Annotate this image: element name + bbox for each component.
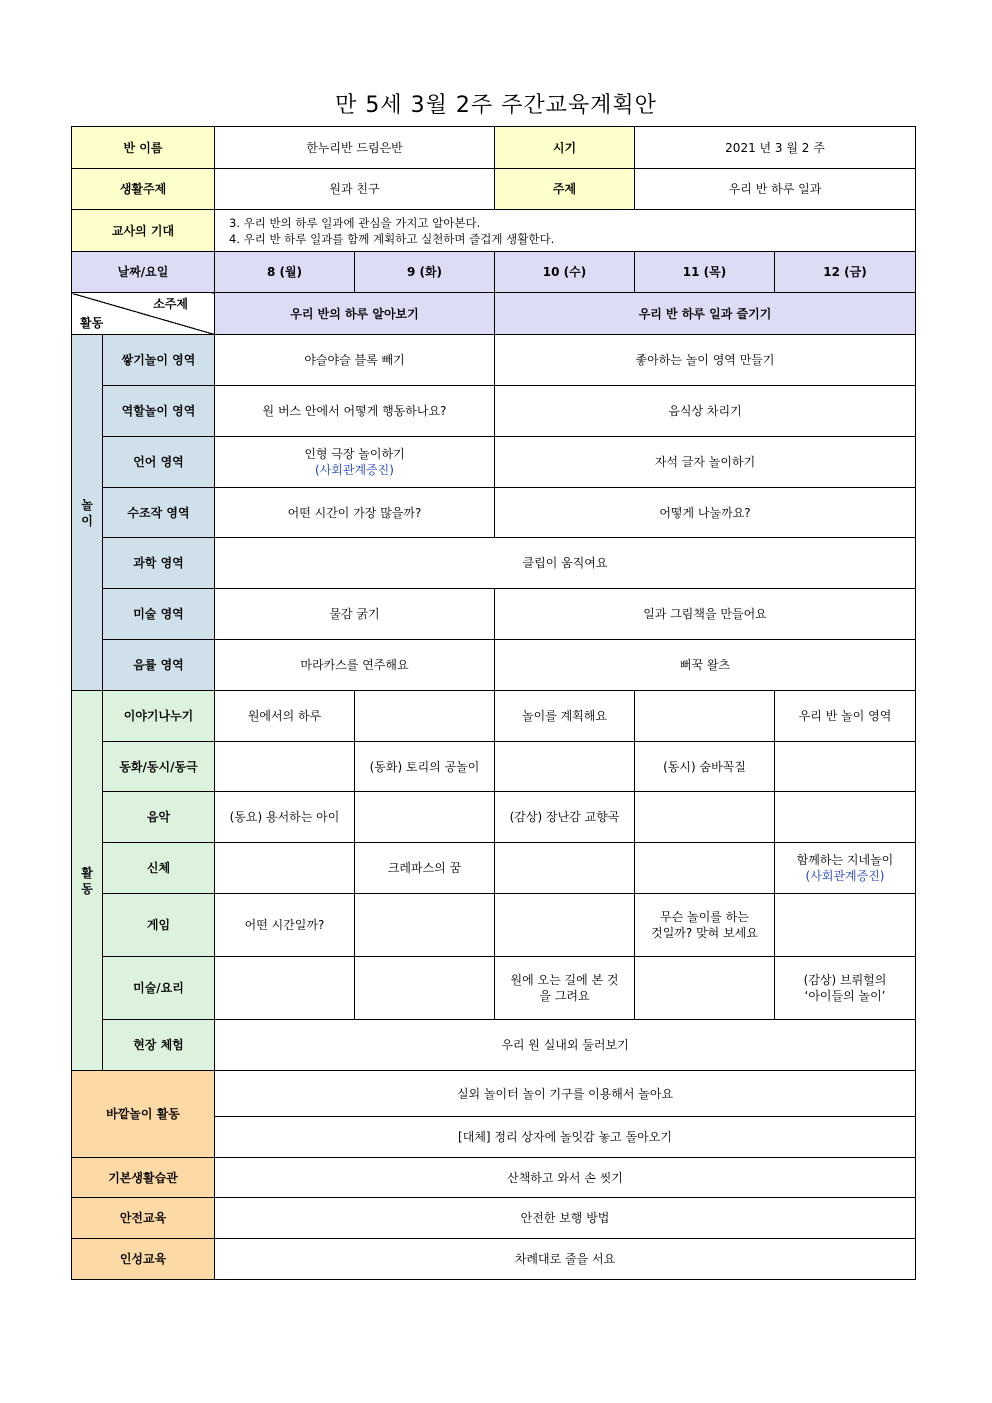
play-row — [72, 488, 916, 538]
subtopic-corner-label: 소주제 — [153, 297, 188, 311]
play-area-label: 과학 영역 — [103, 538, 215, 589]
play-row — [72, 386, 916, 437]
play-cell: 어떤 시간이 가장 많을까? — [215, 488, 495, 538]
play-cell: 클립이 움직여요 — [215, 538, 916, 589]
play-cell: 어떻게 나눌까요? — [495, 488, 916, 538]
life-theme-value: 원과 친구 — [215, 169, 495, 210]
outdoor-label: 바깥놀이 활동 — [72, 1071, 215, 1158]
activity-cell: (동시) 숨바꼭질 — [635, 742, 775, 792]
play-area-label: 쌓기놀이 영역 — [103, 335, 215, 386]
play-cell: 물감 굵기 — [215, 589, 495, 640]
activity-cell: 크레파스의 꿈 — [355, 843, 495, 894]
play-area-label: 음률 영역 — [103, 640, 215, 691]
theme-label: 주제 — [495, 169, 635, 210]
character-value: 차례대로 줄을 서요 — [215, 1239, 916, 1280]
page-title: 만 5세 3월 2주 주간교육계획안 — [335, 93, 657, 118]
row-days — [72, 252, 916, 293]
activity-cell — [495, 742, 635, 792]
row-safety — [72, 1198, 916, 1239]
play-row — [72, 437, 916, 488]
outdoor-activity-2: [대체] 정리 상자에 놀잇감 놓고 돌아오기 — [215, 1117, 916, 1158]
activity-cell: 어떤 시간일까? — [215, 894, 355, 957]
activity-cell — [635, 957, 775, 1020]
activity-cell: (동요) 용서하는 아이 — [215, 792, 355, 843]
activity-cell: 함께하는 지네놀이 (사회관계증진) — [775, 843, 916, 894]
activity-cell: 원에서의 하루 — [215, 691, 355, 742]
habit-label: 기본생활습관 — [72, 1158, 215, 1198]
activity-cell: (동화) 토리의 공놀이 — [355, 742, 495, 792]
activity-cell — [635, 792, 775, 843]
outdoor-activity-1: 실외 놀이터 놀이 기구를 이용해서 놀아요 — [215, 1071, 916, 1117]
theme-value: 우리 반 하루 일과 — [635, 169, 916, 210]
day-5: 12 (금) — [775, 252, 916, 293]
activity-corner-label: 활동 — [80, 316, 104, 330]
activity-cell — [355, 792, 495, 843]
activity-label: 이야기나누기 — [103, 691, 215, 742]
activity-cell — [355, 894, 495, 957]
life-theme-label: 생활주제 — [72, 169, 215, 210]
activity-row-field — [72, 1020, 916, 1071]
days-label: 날짜/요일 — [72, 252, 215, 293]
habit-value: 산책하고 와서 손 씻기 — [215, 1158, 916, 1198]
social-note: (사회관계증진) — [315, 463, 394, 477]
play-row — [72, 589, 916, 640]
activity-cell — [775, 742, 916, 792]
period-value: 2021 년 3 월 2 주 — [635, 127, 916, 169]
activity-label: 현장 체험 — [103, 1020, 215, 1071]
expectation-line-2: 4. 우리 반 하루 일과를 함께 계획하고 실천하며 즐겁게 생활한다. — [229, 231, 555, 246]
activity-row-body — [72, 843, 916, 894]
expectation-text — [215, 210, 916, 252]
activity-cell — [215, 957, 355, 1020]
activity-row-story — [72, 691, 916, 742]
activity-cell: 무슨 놀이를 하는 것일까? 맞혀 보세요 — [635, 894, 775, 957]
play-row — [72, 640, 916, 691]
play-cell: 음식상 차리기 — [495, 386, 916, 437]
day-1: 8 (월) — [215, 252, 355, 293]
activity-cell — [215, 843, 355, 894]
expectation-line-1: 3. 우리 반의 하루 일과에 관심을 가지고 알아본다. — [229, 215, 481, 230]
activity-label: 미술/요리 — [103, 957, 215, 1020]
play-group-label: 놀 이 — [72, 335, 103, 691]
activity-label: 게임 — [103, 894, 215, 957]
safety-value: 안전한 보행 방법 — [215, 1198, 916, 1239]
day-3: 10 (수) — [495, 252, 635, 293]
row-character — [72, 1239, 916, 1280]
activity-cell — [215, 742, 355, 792]
expectation-label: 교사의 기대 — [72, 210, 215, 252]
activity-row-game — [72, 894, 916, 957]
play-area-label: 수조작 영역 — [103, 488, 215, 538]
subtopic-diagonal-header — [72, 293, 215, 335]
activity-cell: 놀이를 계획해요 — [495, 691, 635, 742]
character-label: 인성교육 — [72, 1239, 215, 1280]
play-cell: 좋아하는 놀이 영역 만들기 — [495, 335, 916, 386]
activity-row-fairy — [72, 742, 916, 792]
play-cell: 야슬야슬 블록 빼기 — [215, 335, 495, 386]
activity-group-label: 활 동 — [72, 691, 103, 1071]
activity-label: 음악 — [103, 792, 215, 843]
row-habit — [72, 1158, 916, 1198]
day-2: 9 (화) — [355, 252, 495, 293]
activity-label: 신체 — [103, 843, 215, 894]
activity-row-art — [72, 957, 916, 1020]
period-label: 시기 — [495, 127, 635, 169]
activity-cell — [775, 792, 916, 843]
play-cell: 원 버스 안에서 어떻게 행동하나요? — [215, 386, 495, 437]
row-outdoor-1 — [72, 1071, 916, 1117]
row-life-theme — [72, 169, 916, 210]
subtopic-second: 우리 반 하루 일과 즐기기 — [495, 293, 916, 335]
activity-cell: (감상) 브뤼헐의 ‘아이들의 놀이’ — [775, 957, 916, 1020]
play-row — [72, 335, 916, 386]
activity-cell — [495, 843, 635, 894]
activity-cell — [635, 691, 775, 742]
activity-cell: 우리 원 실내외 둘러보기 — [215, 1020, 916, 1071]
activity-cell — [635, 843, 775, 894]
play-area-label: 미술 영역 — [103, 589, 215, 640]
play-cell: 일과 그림책을 만들어요 — [495, 589, 916, 640]
safety-label: 안전교육 — [72, 1198, 215, 1239]
activity-cell — [355, 691, 495, 742]
row-subtopic — [72, 293, 916, 335]
play-cell: 인형 극장 놀이하기 (사회관계증진) — [215, 437, 495, 488]
activity-cell — [495, 894, 635, 957]
row-expectation — [72, 210, 916, 252]
day-4: 11 (목) — [635, 252, 775, 293]
activity-cell: (감상) 장난감 교향곡 — [495, 792, 635, 843]
activity-row-music — [72, 792, 916, 843]
play-cell: 자석 글자 놀이하기 — [495, 437, 916, 488]
play-area-label: 언어 영역 — [103, 437, 215, 488]
class-label: 반 이름 — [72, 127, 215, 169]
row-class — [72, 127, 916, 169]
subtopic-first: 우리 반의 하루 알아보기 — [215, 293, 495, 335]
activity-cell: 우리 반 놀이 영역 — [775, 691, 916, 742]
social-note: (사회관계증진) — [805, 869, 885, 883]
activity-cell — [775, 894, 916, 957]
play-row — [72, 538, 916, 589]
play-area-label: 역할놀이 영역 — [103, 386, 215, 437]
play-cell: 마라카스를 연주해요 — [215, 640, 495, 691]
activity-label: 동화/동시/동극 — [103, 742, 215, 792]
activity-cell: 원에 오는 길에 본 것 을 그려요 — [495, 957, 635, 1020]
play-cell: 뻐꾹 왈츠 — [495, 640, 916, 691]
weekly-plan-table — [71, 126, 916, 1280]
activity-cell — [355, 957, 495, 1020]
class-value: 한누리반 드림은반 — [215, 127, 495, 169]
